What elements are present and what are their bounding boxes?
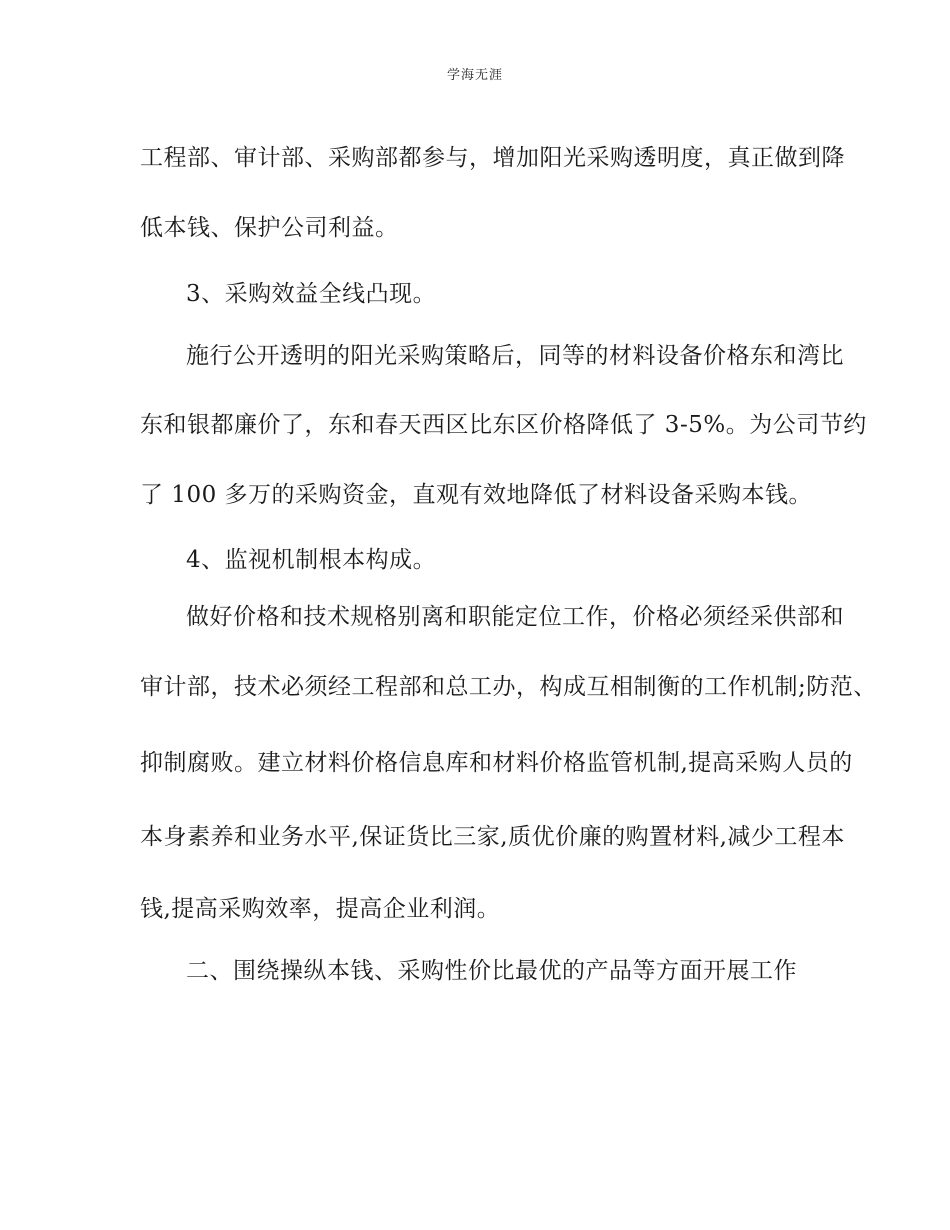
body-line: 做好价格和技术规格别离和职能定位工作，价格必须经采供部和 — [186, 604, 844, 630]
body-line: 抑制腐败。建立材料价格信息库和材料价格监管机制,提高采购人员的 — [140, 750, 853, 776]
body-line: 东和银都廉价了，东和春天西区比东区价格降低了 3-5%。为公司节约 — [140, 412, 867, 438]
body-line: 低本钱、保护公司利益。 — [140, 215, 399, 241]
section-heading: 3、采购效益全线凸现。 — [186, 281, 437, 307]
section-heading: 4、监视机制根本构成。 — [186, 547, 437, 573]
body-line: 钱,提高采购效率，提高企业利润。 — [140, 896, 501, 922]
section-heading: 二、围绕操纵本钱、采购性价比最优的产品等方面开展工作 — [186, 958, 797, 984]
body-line: 了 100 多万的采购资金，直观有效地降低了材料设备采购本钱。 — [140, 482, 813, 508]
body-line: 工程部、审计部、采购部都参与，增加阳光采购透明度，真正做到降 — [140, 145, 845, 171]
body-line: 审计部，技术必须经工程部和总工办，构成互相制衡的工作机制;防范、 — [140, 674, 877, 700]
page-header: 学海无涯 — [446, 68, 503, 83]
body-line: 施行公开透明的阳光采购策略后，同等的材料设备价格东和湾比 — [186, 343, 844, 369]
body-line: 本身素养和业务水平,保证货比三家,质优价廉的购置材料,减少工程本 — [140, 824, 845, 850]
